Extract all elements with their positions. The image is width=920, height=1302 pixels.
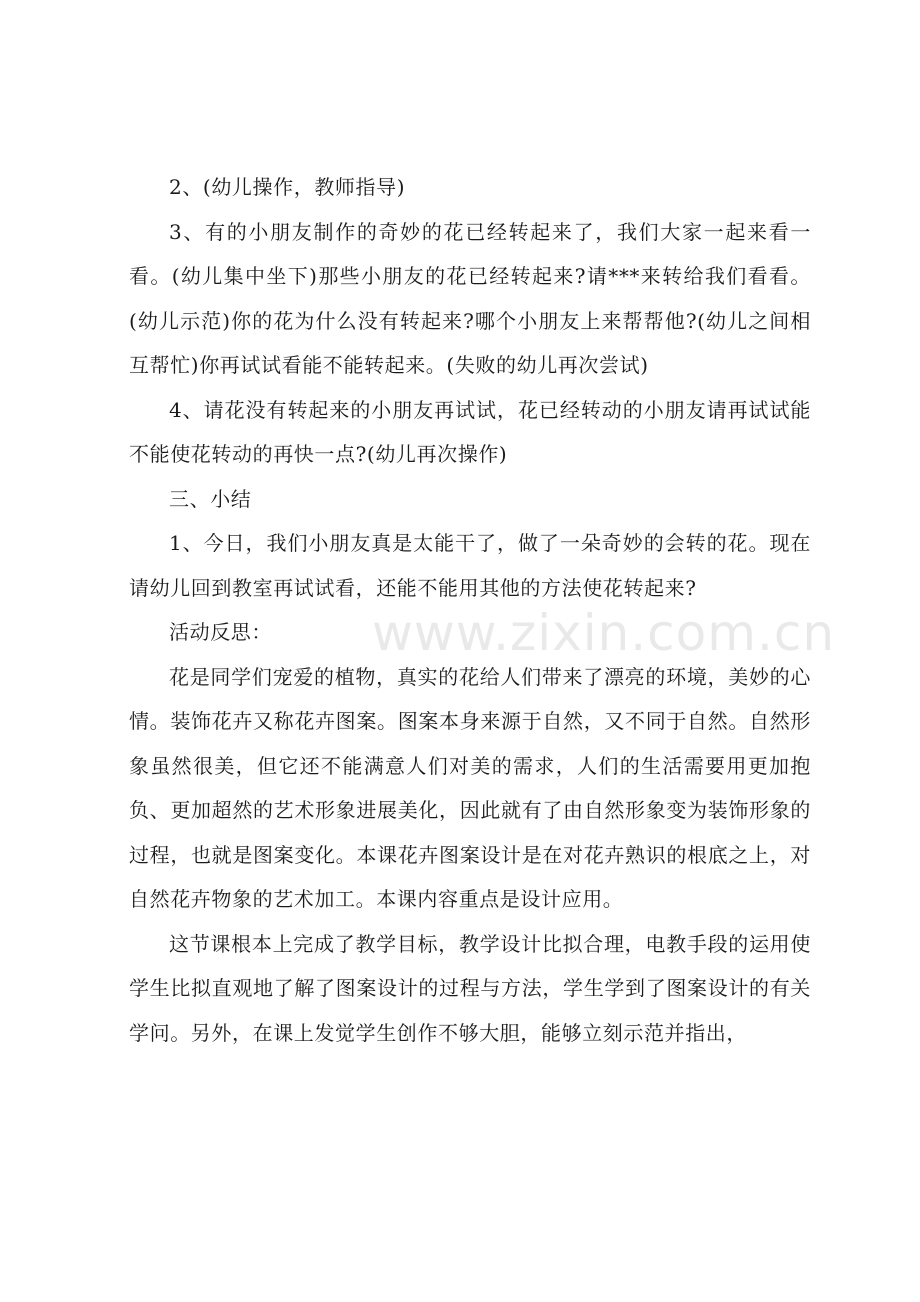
document-body — [129, 165, 811, 1055]
section-heading-summary: 三、小结 — [169, 486, 252, 511]
paragraph-reflection-2: 这节课根本上完成了教学目标，教学设计比拟合理，电教手段的运用使学生比拟直观地了解了图案设计的过程与方法，学生学到了图案设计的有关学问。另外，在课上发觉学生创作不够大胆，能够立刻示范并指出， — [129, 931, 811, 1045]
paragraph-step-4: 4、请花没有转起来的小朋友再试试，花已经转动的小朋友请再试试能不能使花转动的再快一点?(幼儿再次操作) — [129, 397, 811, 466]
paragraph-reflection-1: 花是同学们宠爱的植物，真实的花给人们带来了漂亮的环境，美妙的心情。装饰花卉又称花卉图案。图案本身来源于自然，又不同于自然。自然形象虽然很美，但它还不能满意人们对美的需求，人们的生活需要用更加抱负、更加超然的艺术形象进展美化，因此就有了由自然形象变为装饰形象的过程，也就是图案变化。本课花卉图案设计是在对花卉熟识的根底之上，对自然花卉物象的艺术加工。本课内容重点是设计应用。 — [129, 664, 811, 911]
paragraph-step-2: 2、(幼儿操作，教师指导) — [169, 175, 406, 199]
section-heading-reflection: 活动反思： — [169, 620, 272, 644]
watermark-text: www.zixin.com.cn — [372, 604, 836, 662]
paragraph-step-3: 3、有的小朋友制作的奇妙的花已经转起来了，我们大家一起来看一看。(幼儿集中坐下)那些小朋友的花已经转起来?请***来转给我们看看。(幼儿示范)你的花为什么没有转起来?哪个小朋友上来帮帮他?(幼儿之间相互帮忙)你再试试看能不能转起来。(失败的幼儿再次尝试) — [129, 219, 811, 377]
paragraph-summary-1: 1、今日，我们小朋友真是太能干了，做了一朵奇妙的会转的花。现在请幼儿回到教室再试试看，还能不能用其他的方法使花转起来? — [129, 531, 811, 600]
